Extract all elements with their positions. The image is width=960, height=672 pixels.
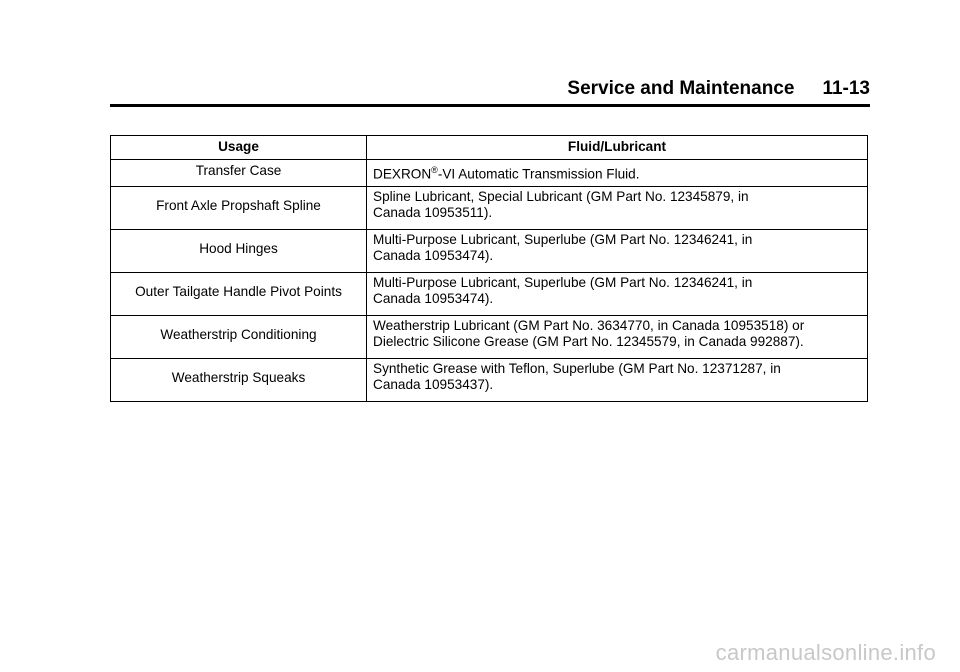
usage-cell: Front Axle Propshaft Spline <box>111 186 367 229</box>
fluid-cell <box>367 186 868 229</box>
fluid-line: Weatherstrip Lubricant (GM Part No. 3634770, in Canada 10953518) or <box>373 317 805 333</box>
fluid-line: Canada 10953474). <box>373 290 494 306</box>
usage-cell: Weatherstrip Squeaks <box>111 358 367 401</box>
table-header-row <box>111 136 868 160</box>
usage-cell: Transfer Case <box>111 160 367 187</box>
fluid-line: Multi-Purpose Lubricant, Superlube (GM Part No. 12346241, in <box>373 231 753 247</box>
table-row <box>111 358 868 401</box>
table-row <box>111 160 868 187</box>
fluid-line: DEXRON®-VI Automatic Transmission Fluid. <box>373 165 640 182</box>
page-number: 11-13 <box>822 78 870 99</box>
fluid-cell <box>367 160 868 187</box>
table-row <box>111 229 868 272</box>
usage-cell: Outer Tailgate Handle Pivot Points <box>111 272 367 315</box>
column-header-usage: Usage <box>111 136 367 160</box>
fluid-cell <box>367 229 868 272</box>
table-row <box>111 315 868 358</box>
section-title: Service and Maintenance <box>567 78 795 99</box>
fluid-lubricant-table <box>110 135 868 402</box>
page-header <box>110 78 870 107</box>
fluid-line: Canada 10953474). <box>373 247 494 263</box>
fluid-cell <box>367 272 868 315</box>
fluid-cell <box>367 315 868 358</box>
fluid-line: Spline Lubricant, Special Lubricant (GM Part No. 12345879, in <box>373 188 749 204</box>
fluid-line: Canada 10953511). <box>373 204 493 220</box>
fluid-line: Multi-Purpose Lubricant, Superlube (GM Part No. 12346241, in <box>373 274 753 290</box>
column-header-fluid: Fluid/Lubricant <box>367 136 868 160</box>
table-row <box>111 272 868 315</box>
fluid-cell <box>367 358 868 401</box>
usage-cell: Weatherstrip Conditioning <box>111 315 367 358</box>
watermark: carmanualsonline.info <box>715 640 936 665</box>
usage-cell: Hood Hinges <box>111 229 367 272</box>
fluid-line: Dielectric Silicone Grease (GM Part No. 12345579, in Canada 992887). <box>373 333 804 349</box>
table-row <box>111 186 868 229</box>
fluid-line: Canada 10953437). <box>373 376 494 392</box>
fluid-line: Synthetic Grease with Teflon, Superlube (GM Part No. 12371287, in <box>373 360 781 376</box>
page-title <box>567 78 870 100</box>
registered-mark: ® <box>431 165 438 175</box>
